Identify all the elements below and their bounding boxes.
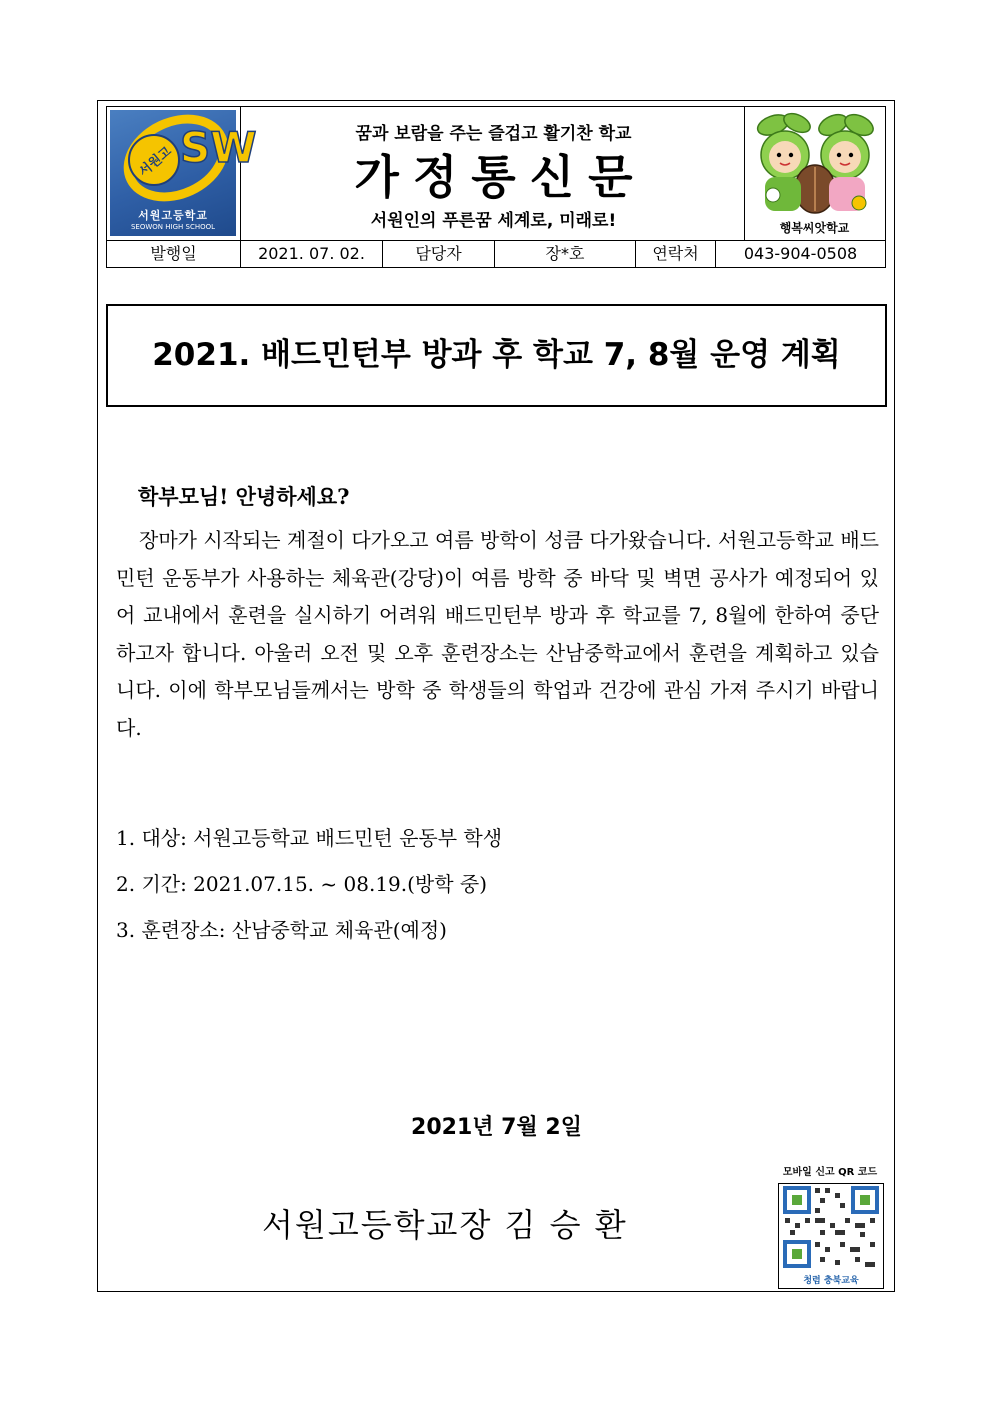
newsletter-title: 가정통신문	[354, 150, 647, 204]
contact-label: 연락처	[636, 241, 716, 267]
svg-text:SW: SW	[180, 123, 257, 172]
greeting: 학부모님! 안녕하세요?	[138, 484, 350, 509]
qr-code[interactable]	[778, 1183, 884, 1289]
contact-value: 043-904-0508	[743, 244, 858, 263]
logo-english-name: SEOWON HIGH SCHOOL	[130, 223, 216, 231]
list-item: 2. 기간: 2021.07.15. ~ 08.19.(방학 중)	[116, 872, 488, 896]
mascot-caption: 행복씨앗학교	[779, 221, 850, 235]
qr-footer: 청렴 충북교육	[803, 1276, 859, 1286]
info-table	[106, 241, 886, 268]
principal-signature: 서원고등학교장 김 승 환	[262, 1206, 628, 1244]
mascot	[744, 107, 885, 240]
school-subslogan: 서원인의 푸른꿈 세계로, 미래로!	[370, 211, 617, 231]
list-item: 3. 훈련장소: 산남중학교 체육관(예정)	[116, 918, 447, 942]
body-paragraph: 장마가 시작되는 계절이 다가오고 여름 방학이 성큼 다가왔습니다. 서원고등학교 배드민턴 운동부가 사용하는 체육관(강당)이 여름 방학 중 바닥 및 벽면 공사가 예정되어 있어 교내에서 훈련을 실시하기 어려워 배드민턴부 방과 후 학교를 7, 8월에 한하여 중단하고자 합니다. 아울러 오전 및 오후 훈련장소는 산남중학교에서 훈련을 계획하고 있습니다. 이에 학부모님들께서는 방학 중 학생들의 학업과 건강에 관심 가져 주시기 바랍니다.	[116, 528, 879, 740]
letterhead	[106, 106, 886, 241]
qr-code-icon	[779, 1184, 883, 1270]
manager-label: 담당자	[383, 241, 495, 267]
details-list	[116, 820, 876, 958]
list-item: 1. 대상: 서원고등학교 배드민턴 운동부 학생	[116, 826, 503, 850]
school-slogan: 꿈과 보람을 주는 즐겁고 활기찬 학교	[355, 124, 632, 144]
document-title: 2021. 배드민턴부 방과 후 학교 7, 8월 운영 계획	[106, 304, 887, 407]
logo-school-name: 서원고등학교	[138, 209, 208, 222]
qr-caption: 모바일 신고 QR 코드	[782, 1167, 878, 1178]
issue-date-label: 발행일	[107, 241, 241, 267]
issue-date: 2021년 7월 2일	[411, 1115, 582, 1140]
school-logo	[107, 107, 257, 240]
issue-date-value: 2021. 07. 02.	[241, 241, 383, 267]
manager-value: 장*호	[495, 241, 636, 267]
school-emblem-icon	[110, 110, 257, 236]
emblem-text: 서원고	[136, 144, 175, 180]
seed-mascot-icon	[745, 107, 884, 217]
